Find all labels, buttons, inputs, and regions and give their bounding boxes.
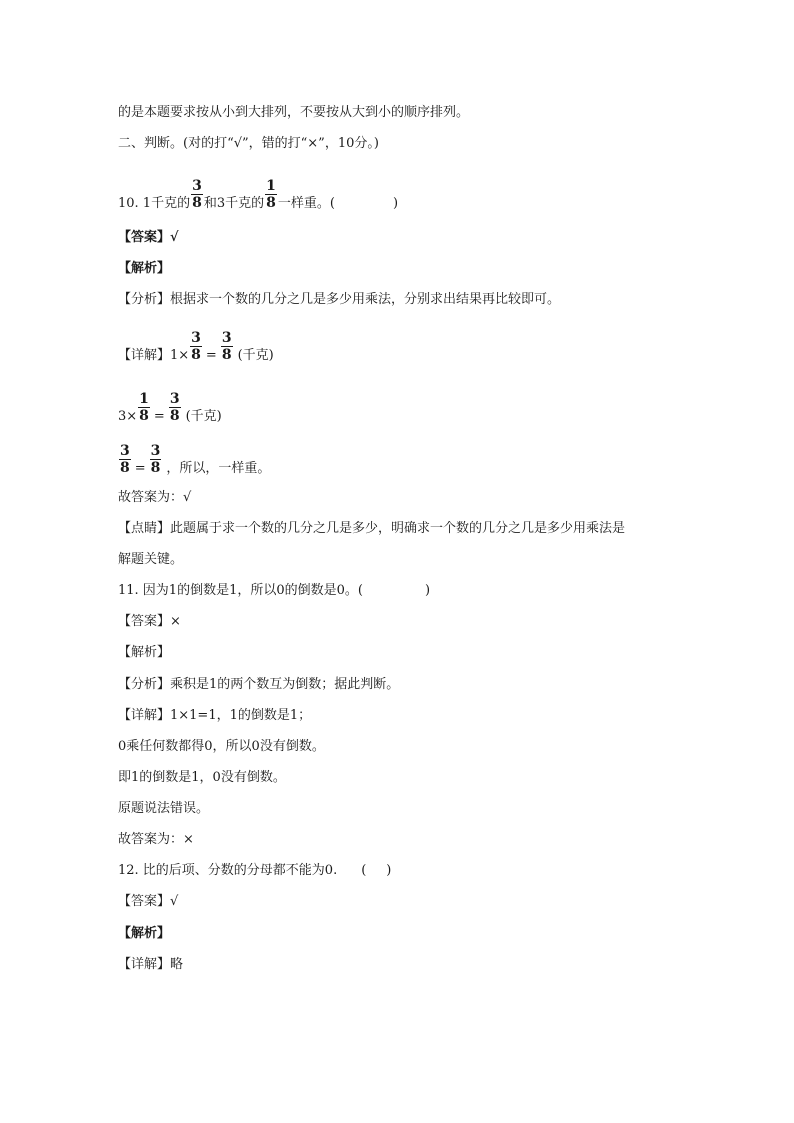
question-12: 12. 比的后项、分数的分母都不能为0. ( ) xyxy=(118,863,392,878)
fraction: $\frac{3}{8}$ xyxy=(192,178,202,211)
answer-label: 【答案】× xyxy=(118,614,181,629)
fraction: $\frac{3}{8}$ xyxy=(191,330,201,363)
answer-label: 【答案】√ xyxy=(118,230,179,245)
answer-label: 【答案】√ xyxy=(118,894,179,909)
detail-line: 【详解】1× $\frac{3}{8}$ = $\frac{3}{8}$ (千克) xyxy=(118,330,274,363)
fraction: $\frac{1}{8}$ xyxy=(266,178,276,211)
question-10 xyxy=(118,178,398,224)
q10-text-a: 10. 1千克的 xyxy=(118,196,191,211)
detail-line: 原题说法错误。 xyxy=(118,801,210,816)
detail-line: 【详解】1×1=1，1的倒数是1； xyxy=(118,708,312,723)
conclusion: 故答案为：√ xyxy=(118,490,192,505)
comment-text: 解题关键。 xyxy=(118,552,184,567)
detail-line: 3× $\frac{1}{8}$ = $\frac{3}{8}$ (千克) xyxy=(118,391,222,424)
paragraph-previous: 的是本题要求按从小到大排列，不要按从大到小的顺序排列。 xyxy=(118,105,470,120)
detail-line: 即1的倒数是1，0没有倒数。 xyxy=(118,770,286,785)
analysis-label: 【解析】 xyxy=(118,645,171,660)
analysis-label: 【解析】 xyxy=(118,926,171,941)
detail-line: 0乘任何数都得0，所以0没有倒数。 xyxy=(118,739,325,754)
analysis-text: 【分析】根据求一个数的几分之几是多少用乘法，分别求出结果再比较即可。 xyxy=(118,292,561,307)
fraction: $\frac{1}{8}$ xyxy=(139,391,149,424)
detail-line: 【详解】略 xyxy=(118,957,184,972)
comment-text: 【点睛】此题属于求一个数的几分之几是多少，明确求一个数的几分之几是多少用乘法是 xyxy=(118,521,626,536)
fraction: $\frac{3}{8}$ xyxy=(221,330,232,363)
q10-text-c: 一样重。( xyxy=(277,196,335,211)
fraction: $\frac{3}{8}$ xyxy=(120,443,130,476)
fraction: $\frac{3}{8}$ xyxy=(150,443,161,476)
conclusion: 故答案为：× xyxy=(118,832,194,847)
detail-line: $\frac{3}{8}$ = $\frac{3}{8}$ ，所以，一样重。 xyxy=(120,443,271,476)
section-heading: 二、判断。(对的打“√”，错的打“×”，10分。) xyxy=(118,136,379,151)
q10-text-b: 和3千克的 xyxy=(203,196,265,211)
fraction: $\frac{3}{8}$ xyxy=(169,391,180,424)
analysis-text: 【分析】乘积是1的两个数互为倒数；据此判断。 xyxy=(118,677,400,692)
analysis-label: 【解析】 xyxy=(118,261,171,276)
q10-text-d: ) xyxy=(392,196,399,211)
question-11: 11. 因为1的倒数是1，所以0的倒数是0。( ) xyxy=(118,583,431,598)
